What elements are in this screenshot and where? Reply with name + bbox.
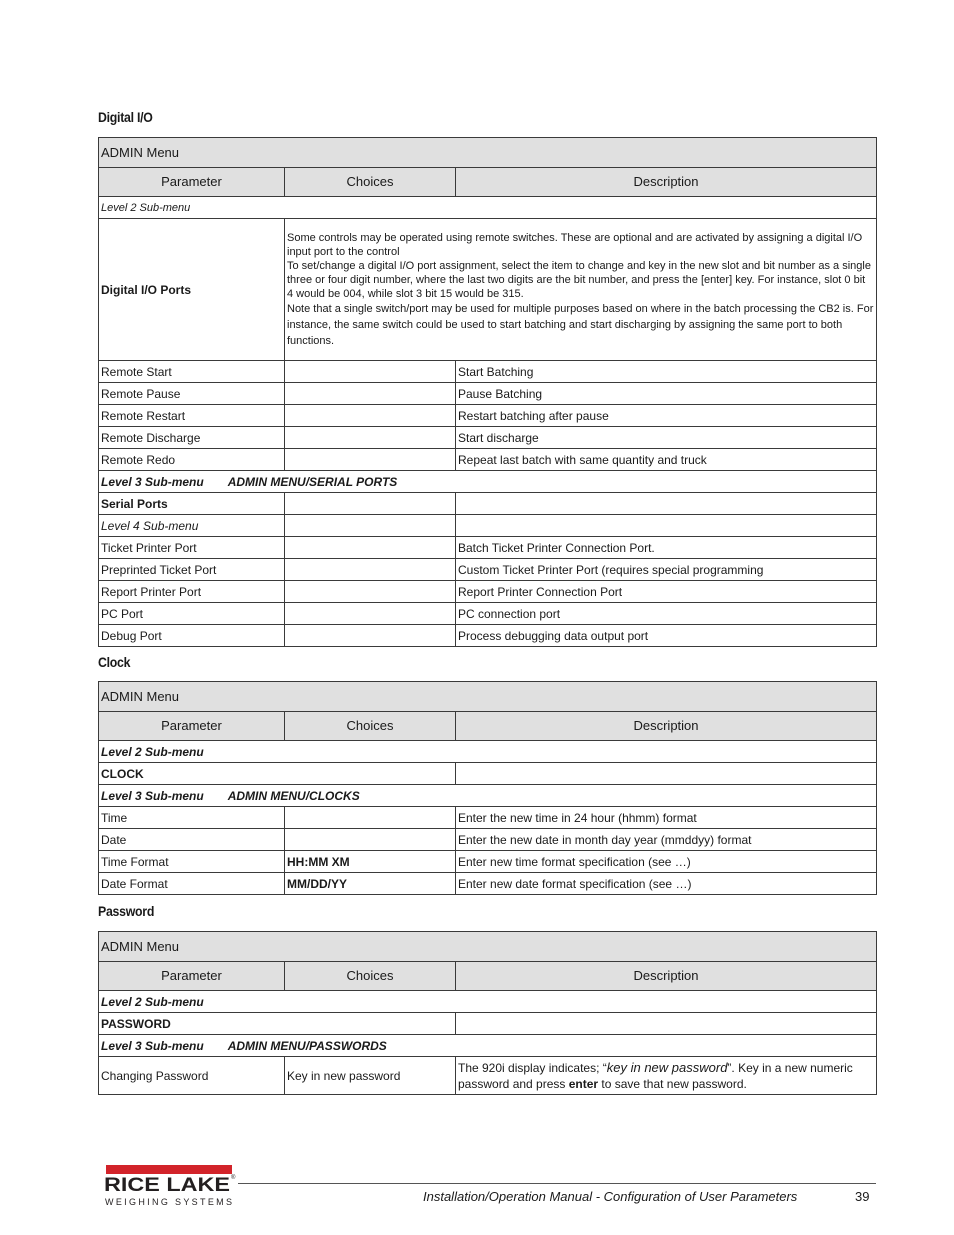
choices-cell: Key in new password — [285, 1057, 456, 1095]
table-row — [99, 405, 877, 427]
choices-cell: MM/DD/YY — [285, 873, 456, 895]
table-row — [99, 581, 877, 603]
desc-cell — [456, 1057, 877, 1095]
choices-cell — [285, 493, 456, 515]
footer-divider — [238, 1183, 876, 1184]
level3-path: ADMIN MENU/CLOCKS — [227, 788, 360, 803]
param-cell: Preprinted Ticket Port — [99, 559, 285, 581]
table-row — [99, 559, 877, 581]
desc-cell: PC connection port — [456, 603, 877, 625]
section-title-digital-io: Digital I/O — [98, 109, 153, 125]
level2-label: Level 2 Sub-menu — [99, 741, 877, 763]
logo-tagline: WEIGHING SYSTEMS — [105, 1197, 232, 1207]
param-cell: Remote Pause — [99, 383, 285, 405]
choices-cell — [285, 807, 456, 829]
level4-label: Level 4 Sub-menu — [99, 515, 285, 537]
header-description: Description — [456, 168, 877, 197]
param-cell: Date Format — [99, 873, 285, 895]
table-row — [99, 361, 877, 383]
param-cell: Ticket Printer Port — [99, 537, 285, 559]
section-title-clock: Clock — [98, 654, 131, 670]
password-table — [98, 931, 877, 1095]
table-row — [99, 427, 877, 449]
choices-cell — [285, 515, 456, 537]
desc-cell — [456, 1013, 877, 1035]
clock-label: CLOCK — [99, 763, 456, 785]
desc-cell — [456, 515, 877, 537]
level3-row — [99, 785, 877, 807]
serial-ports-label: Serial Ports — [99, 493, 285, 515]
ports-desc-para-3: Note that a single switch/port may be used for multiple purposes based on where in the batch processing the CB2 is. For instance, the same switch could be used to start batching and start discharging by assigning the same port to both functions. — [287, 302, 874, 347]
table-row — [99, 383, 877, 405]
password-label: PASSWORD — [99, 1013, 456, 1035]
level2-label: Level 2 Sub-menu — [99, 197, 877, 219]
desc-text: The 920i display indicates; “ — [458, 1060, 607, 1075]
param-cell: Date — [99, 829, 285, 851]
param-cell: Debug Port — [99, 625, 285, 647]
param-cell: Remote Redo — [99, 449, 285, 471]
choices-cell — [285, 427, 456, 449]
header-parameter: Parameter — [99, 168, 285, 197]
ports-desc-para-1: Some controls may be operated using remote switches. These are optional and are activated by assigning a digital I/O input port to the control — [287, 231, 863, 258]
table-row — [99, 537, 877, 559]
param-cell: Report Printer Port — [99, 581, 285, 603]
desc-cell: Pause Batching — [456, 383, 877, 405]
choices-cell — [285, 559, 456, 581]
choices-cell: HH:MM XM — [285, 851, 456, 873]
choices-cell — [285, 405, 456, 427]
registered-mark: ® — [231, 1175, 236, 1181]
page-number: 39 — [855, 1189, 870, 1204]
desc-cell: Batch Ticket Printer Connection Port. — [456, 537, 877, 559]
level3-label: Level 3 Sub-menu — [101, 474, 204, 489]
table-row — [99, 873, 877, 895]
param-cell: Remote Restart — [99, 405, 285, 427]
choices-cell — [285, 449, 456, 471]
param-cell: Remote Start — [99, 361, 285, 383]
digital-io-table — [98, 137, 877, 647]
desc-cell: Enter the new time in 24 hour (hhmm) format — [456, 807, 877, 829]
digital-io-ports-label: Digital I/O Ports — [99, 219, 285, 361]
desc-text: ”. Key in a new numeric password and press — [458, 1060, 853, 1091]
rice-lake-logo — [104, 1165, 236, 1212]
desc-cell: Repeat last batch with same quantity and truck — [456, 449, 877, 471]
header-description: Description — [456, 712, 877, 741]
level3-path: ADMIN MENU/SERIAL PORTS — [227, 474, 398, 489]
desc-cell: Enter new date format specification (see …) — [456, 873, 877, 895]
section-title-password: Password — [98, 903, 155, 919]
logo-wordmark: RICE LAKE — [104, 1175, 230, 1196]
desc-cell: Restart batching after pause — [456, 405, 877, 427]
table-row — [99, 449, 877, 471]
admin-menu-label: ADMIN Menu — [99, 932, 877, 962]
level3-row — [99, 1035, 877, 1057]
desc-cell: Enter the new date in month day year (mmddyy) format — [456, 829, 877, 851]
header-choices: Choices — [285, 168, 456, 197]
header-description: Description — [456, 962, 877, 991]
desc-cell: Start Batching — [456, 361, 877, 383]
desc-cell — [456, 763, 877, 785]
desc-cell — [456, 493, 877, 515]
choices-cell — [285, 537, 456, 559]
choices-cell — [285, 581, 456, 603]
level2-label: Level 2 Sub-menu — [99, 991, 877, 1013]
table-row — [99, 829, 877, 851]
admin-menu-label: ADMIN Menu — [99, 138, 877, 168]
footer-manual-title: Installation/Operation Manual - Configuration of User Parameters — [423, 1189, 798, 1204]
rice-lake-logo-graphic — [104, 1165, 236, 1207]
desc-enter-key: enter — [568, 1076, 599, 1091]
table-row — [99, 851, 877, 873]
param-cell: Time Format — [99, 851, 285, 873]
desc-cell: Start discharge — [456, 427, 877, 449]
desc-cell: Process debugging data output port — [456, 625, 877, 647]
choices-cell — [285, 383, 456, 405]
table-row — [99, 1057, 877, 1095]
logo-red-bar — [106, 1165, 232, 1174]
clock-table — [98, 681, 877, 895]
desc-cell: Report Printer Connection Port — [456, 581, 877, 603]
desc-text: to save that new password. — [598, 1076, 747, 1091]
param-cell: PC Port — [99, 603, 285, 625]
digital-io-ports-description — [285, 219, 877, 361]
table-row — [99, 603, 877, 625]
param-cell: Remote Discharge — [99, 427, 285, 449]
header-choices: Choices — [285, 962, 456, 991]
table-row — [99, 807, 877, 829]
choices-cell — [285, 625, 456, 647]
param-cell: Changing Password — [99, 1057, 285, 1095]
param-cell: Time — [99, 807, 285, 829]
choices-cell — [285, 603, 456, 625]
desc-key-phrase: key in new password — [606, 1059, 728, 1075]
level3-label: Level 3 Sub-menu — [101, 788, 204, 803]
level3-row — [99, 471, 877, 493]
header-parameter: Parameter — [99, 962, 285, 991]
desc-cell: Enter new time format specification (see …) — [456, 851, 877, 873]
header-choices: Choices — [285, 712, 456, 741]
choices-cell — [285, 829, 456, 851]
desc-cell: Custom Ticket Printer Port (requires special programming — [456, 559, 877, 581]
level3-label: Level 3 Sub-menu — [101, 1038, 204, 1053]
admin-menu-label: ADMIN Menu — [99, 682, 877, 712]
choices-cell — [285, 361, 456, 383]
level3-path: ADMIN MENU/PASSWORDS — [227, 1038, 387, 1053]
ports-desc-para-2: To set/change a digital I/O port assignment, select the item to change and key in the new slot and bit number as a single three or four digit number, where the last two digits are the bit number, and press the [enter] key. For instance, slot 0 bit 4 would be 004, while slot 3 bit 15 would be 315. — [287, 259, 871, 300]
table-row — [99, 625, 877, 647]
header-parameter: Parameter — [99, 712, 285, 741]
